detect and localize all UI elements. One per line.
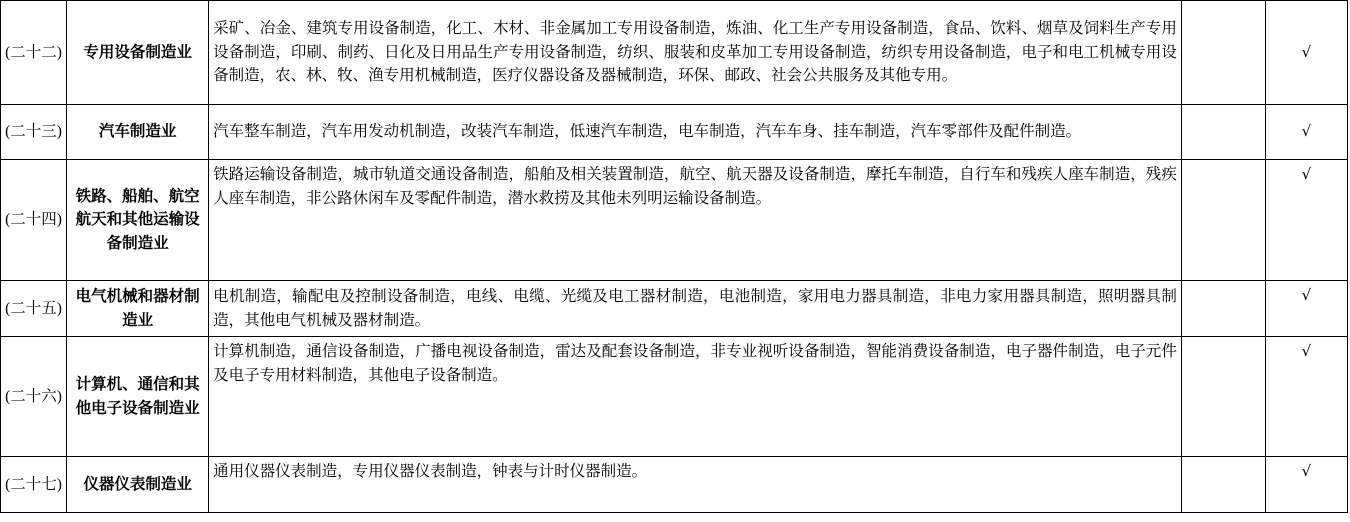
row-number: (二十七) — [1, 457, 67, 513]
row-mark-one — [1181, 105, 1265, 160]
row-mark-one — [1181, 457, 1265, 513]
table-row — [1, 281, 1348, 337]
row-number: (二十三) — [1, 105, 67, 160]
row-industry-content: 通用仪器仪表制造，专用仪器仪表制造，钟表与计时仪器制造。 — [209, 457, 1182, 513]
row-mark-two — [1265, 105, 1347, 160]
row-industry-name: 计算机、通信和其他电子设备制造业 — [67, 337, 209, 457]
row-mark-two — [1265, 337, 1347, 457]
table-row — [1, 105, 1348, 160]
row-number: (二十四) — [1, 160, 67, 281]
row-industry-content: 电机制造，输配电及控制设备制造，电线、电缆、光缆及电工器材制造，电池制造，家用电力器具制造，非电力家用器具制造，照明器具制造，其他电气机械及器材制造。 — [209, 281, 1182, 337]
table-row — [1, 457, 1348, 513]
row-industry-name: 仪器仪表制造业 — [67, 457, 209, 513]
check-icon: √ — [1301, 42, 1312, 61]
row-industry-name: 专用设备制造业 — [67, 1, 209, 105]
check-icon: √ — [1301, 122, 1312, 141]
table-row — [1, 337, 1348, 457]
row-industry-content: 铁路运输设备制造，城市轨道交通设备制造，船舶及相关装置制造，航空、航天器及设备制造，摩托车制造，自行车和残疾人座车制造，残疾人座车制造，非公路休闲车及零配件制造，潜水救捞及其他未列明运输设备制造。 — [209, 160, 1182, 281]
row-mark-two — [1265, 457, 1347, 513]
row-industry-name: 汽车制造业 — [67, 105, 209, 160]
row-mark-one — [1181, 1, 1265, 105]
row-industry-name: 电气机械和器材制造业 — [67, 281, 209, 337]
row-number: (二十六) — [1, 337, 67, 457]
check-icon: √ — [1301, 342, 1312, 360]
row-industry-content: 汽车整车制造，汽车用发动机制造，改装汽车制造，低速汽车制造，电车制造，汽车车身、挂车制造，汽车零部件及配件制造。 — [209, 105, 1182, 160]
row-industry-content: 采矿、冶金、建筑专用设备制造，化工、木材、非金属加工专用设备制造，炼油、化工生产专用设备制造，食品、饮料、烟草及饲料生产专用设备制造，印刷、制药、日化及日用品生产专用设备制造，纺织、服装和皮革加工专用设备制造，纺织专用设备制造，电子和电工机械专用设备制造，农、林、牧、渔专用机械制造，医疗仪器设备及器械制造，环保、邮政、社会公共服务及其他专用。 — [209, 1, 1182, 105]
check-icon: √ — [1301, 286, 1312, 304]
check-icon: √ — [1301, 165, 1312, 183]
row-mark-one — [1181, 160, 1265, 281]
row-number: (二十五) — [1, 281, 67, 337]
row-industry-content: 计算机制造，通信设备制造，广播电视设备制造，雷达及配套设备制造，非专业视听设备制造，智能消费设备制造，电子器件制造，电子元件及电子专用材料制造，其他电子设备制造。 — [209, 337, 1182, 457]
row-mark-one — [1181, 281, 1265, 337]
row-mark-two — [1265, 281, 1347, 337]
check-icon: √ — [1301, 462, 1312, 480]
table-row — [1, 1, 1348, 105]
row-mark-two — [1265, 160, 1347, 281]
row-mark-one — [1181, 337, 1265, 457]
row-mark-two — [1265, 1, 1347, 105]
row-industry-name: 铁路、船舶、航空航天和其他运输设备制造业 — [67, 160, 209, 281]
table-row — [1, 160, 1348, 281]
row-number: (二十二) — [1, 1, 67, 105]
